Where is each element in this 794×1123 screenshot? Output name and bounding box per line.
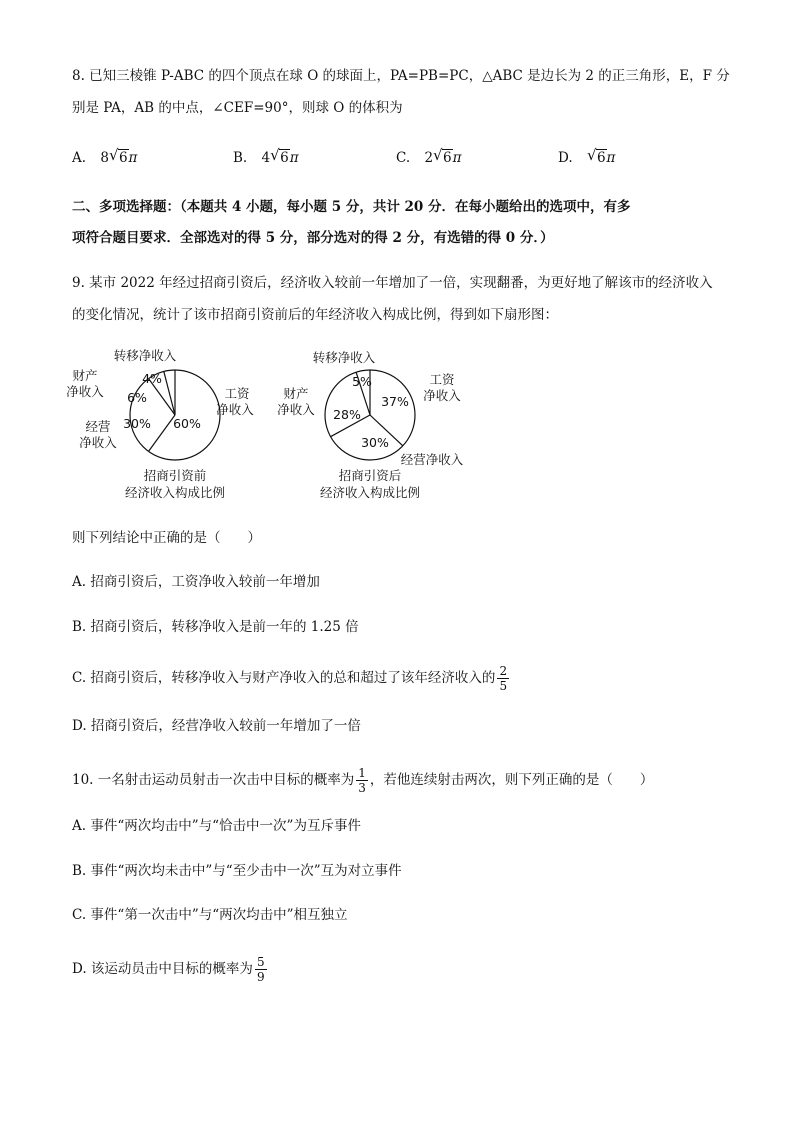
q8-line-1: 8. 已知三棱锥 P-ABC 的四个顶点在球 O 的球面上，PA=PB=PC，△ABC 是边长为 2 的正三角形，E，F 分	[72, 68, 730, 84]
q8-option-b[interactable]	[233, 146, 299, 170]
pie-slice-label: 净收入	[79, 435, 117, 450]
q9-line-1: 9. 某市 2022 年经过招商引资后，经济收入较前一年增加了一倍，实现翻番，为更好地了解该市的经济收入	[72, 275, 713, 291]
option-label: C.	[396, 150, 411, 166]
pie-slice-label: 转移净收入	[113, 348, 177, 363]
q9-option-d[interactable]: D. 招商引资后，经营净收入较前一年增加了一倍	[72, 718, 361, 734]
option-label: D.	[558, 150, 573, 166]
sqrt-symbol: √ 6	[586, 146, 606, 166]
q10-text-post: ，若他连续射击两次，则下列正确的是（ ）	[369, 772, 654, 788]
q9-option-c[interactable]	[72, 664, 511, 693]
pie-slice-value: 28%	[333, 407, 361, 422]
pie-slice-label: 财产	[72, 368, 98, 383]
pie-slice-value: 6%	[127, 390, 147, 405]
q9-line-2: 的变化情况，统计了该市招商引资前后的年经济收入构成比例，得到如下扇形图：	[72, 307, 558, 323]
section-2-heading-line-1: 二、多项选择题：（本题共 4 小题，每小题 5 分，共计 20 分．在每小题给出的选项中，有多	[72, 199, 631, 215]
q8-option-c[interactable]	[396, 146, 462, 170]
pie-slice-value: 60%	[173, 416, 201, 431]
pie-chart-title: 招商引资前	[143, 468, 207, 483]
q9-option-a[interactable]: A. 招商引资后，工资净收入较前一年增加	[72, 574, 320, 590]
pie-slice-value: 4%	[142, 371, 162, 386]
pie-slice-value: 37%	[381, 394, 409, 409]
pie-slice-label: 净收入	[216, 402, 254, 417]
pie-slice-value: 5%	[352, 374, 372, 389]
sqrt-symbol: √ 6	[270, 146, 289, 166]
option-text: D. 该运动员击中目标的概率为	[72, 961, 253, 977]
pie-slice-label: 净收入	[66, 384, 104, 399]
pie-chart-title: 经济收入构成比例	[319, 485, 421, 500]
q9-option-b[interactable]: B. 招商引资后，转移净收入是前一年的 1.25 倍	[72, 619, 359, 635]
pi-symbol: π	[606, 150, 616, 166]
pie-slice-label: 工资	[224, 386, 250, 401]
option-label: A.	[72, 150, 87, 166]
q10-stem	[72, 766, 653, 795]
pie-slice-value: 30%	[123, 416, 151, 431]
q10-text-pre: 10. 一名射击运动员射击一次击中目标的概率为	[72, 772, 355, 788]
sqrt-symbol: √ 6	[108, 146, 128, 166]
q10-option-a[interactable]: A. 事件“两次均击中”与“恰击中一次”为互斥事件	[72, 818, 361, 834]
q10-option-c[interactable]: C. 事件“第一次击中”与“两次均击中”相互独立	[72, 907, 348, 923]
pie-slice-label: 净收入	[423, 388, 461, 403]
option-label: B.	[233, 150, 248, 166]
pie-slice-label: 财产	[283, 386, 309, 401]
pie-slice-label: 工资	[429, 372, 455, 387]
pie-slice-label: 经营净收入	[400, 452, 464, 467]
sqrt-symbol: √ 6	[433, 146, 452, 166]
pie-slice-label: 转移净收入	[312, 350, 376, 365]
fraction: $\frac{5}{9}$	[256, 955, 265, 984]
q10-option-d[interactable]	[72, 955, 269, 984]
q9-question: 则下列结论中正确的是（ ）	[72, 530, 261, 546]
pi-symbol: π	[128, 150, 138, 166]
pie-slice-label: 经营	[85, 419, 111, 434]
q8-option-d[interactable]	[558, 146, 615, 170]
option-coef: 4	[261, 150, 271, 166]
option-coef: 2	[424, 150, 434, 166]
option-text: C. 招商引资后，转移净收入与财产净收入的总和超过了该年经济收入的	[72, 670, 496, 686]
section-2-heading-line-2: 项符合题目要求．全部选对的得 5 分，部分选对的得 2 分，有选错的得 0 分．）	[72, 230, 554, 246]
pie-slice-label: 净收入	[277, 402, 315, 417]
fraction: $\frac{2}{5}$	[499, 664, 508, 693]
option-coef: 8	[100, 150, 109, 166]
fraction: $\frac{1}{3}$	[358, 766, 366, 795]
q10-option-b[interactable]: B. 事件“两次均未击中”与“至少击中一次”互为对立事件	[72, 863, 402, 879]
q8-option-a[interactable]	[72, 146, 137, 170]
pie-slice-value: 30%	[361, 435, 389, 450]
q8-line-2: 别是 PA，AB 的中点，∠CEF=90°，则球 O 的体积为	[72, 100, 403, 116]
pi-symbol: π	[452, 150, 462, 166]
pi-symbol: π	[289, 150, 299, 166]
pie-chart-title: 经济收入构成比例	[124, 485, 226, 500]
pie-charts	[60, 340, 490, 510]
pie-chart-title: 招商引资后	[338, 468, 402, 483]
